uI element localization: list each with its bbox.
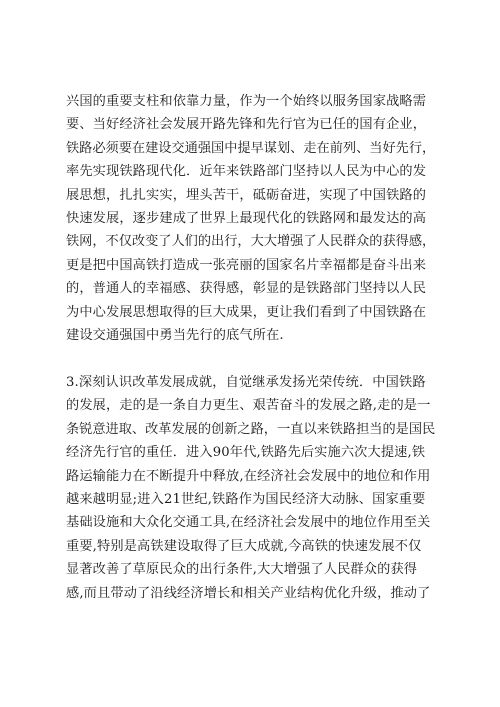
- paragraph-2-line: 3.深刻认识改革发展成就，自觉继承发扬光荣传统．中国铁路: [66, 375, 426, 390]
- paragraph-2-line: 越来越明显;进入21世纪,铁路作为国民经济大动脉、国家重要: [66, 491, 426, 507]
- paragraph-2-line: 经济先行官的重任．进入90年代,铁路先后实施六次大提速,铁: [66, 445, 426, 461]
- paragraph-1-line: 兴国的重要支柱和依靠力量，作为一个始终以服务国家战略需: [66, 94, 427, 109]
- paragraph-1-line: 铁路必须要在建设交通强国中提早谋划、走在前列、当好先行，: [66, 140, 436, 156]
- paragraph-1-line: 率先实现铁路现代化．近年来铁路部门坚持以人民为中心的发: [66, 164, 427, 180]
- paragraph-2-line: 显著改善了草原民众的出行条件,大大增强了人民群众的获得: [66, 562, 418, 578]
- paragraph-1-line: 要、当好经济社会发展开路先锋和先行官为已任的国有企业，: [66, 117, 427, 133]
- paragraph-2-line: 的发展，走的是一条自力更生、艰苦奋斗的发展之路,走的是一: [66, 398, 431, 414]
- paragraph-1: [66, 90, 438, 347]
- paragraph-2-line: 路运输能力在不断提升中释放,在经济社会发展中的地位和作用: [66, 468, 431, 484]
- paragraph-1-line: 更是把中国高铁打造成一张亮丽的国家名片幸福都是奋斗出来: [66, 257, 427, 273]
- paragraph-2-line: 基础设施和大众化交通工具,在经济社会发展中的地位作用至关: [66, 515, 431, 531]
- paragraph-1-line: 展思想，扎扎实实，埋头苦干，砥砺奋进，实现了中国铁路的: [66, 187, 427, 203]
- paragraph-1-line: 铁网，不仅改变了人们的出行，大大增强了人民群众的获得感，: [66, 234, 436, 250]
- paragraph-2-line: 感,而且带动了沿线经济增长和相关产业结构优化升级，推动了: [66, 585, 431, 601]
- paragraph-1-line: 为中心发展思想取得的巨大成果，更让我们看到了中国铁路在: [66, 304, 427, 320]
- paragraph-2-line: 条锐意进取、改革发展的创新之路，一直以来铁路担当的是国民: [66, 421, 436, 437]
- paragraph-2-line: 重要,特别是高铁建设取得了巨大成就,今高铁的快速发展不仅: [66, 538, 422, 554]
- paragraph-1-line: 的，普通人的幸福感、获得感，彰显的是铁路部门坚持以人民: [66, 281, 427, 297]
- paragraph-1-line: 建设交通强国中勇当先行的底气所在.: [66, 327, 284, 343]
- paragraph-1-line: 快速发展，逐步建成了世界上最现代化的铁路网和最发达的高: [66, 210, 427, 226]
- paragraph-2: [66, 371, 438, 605]
